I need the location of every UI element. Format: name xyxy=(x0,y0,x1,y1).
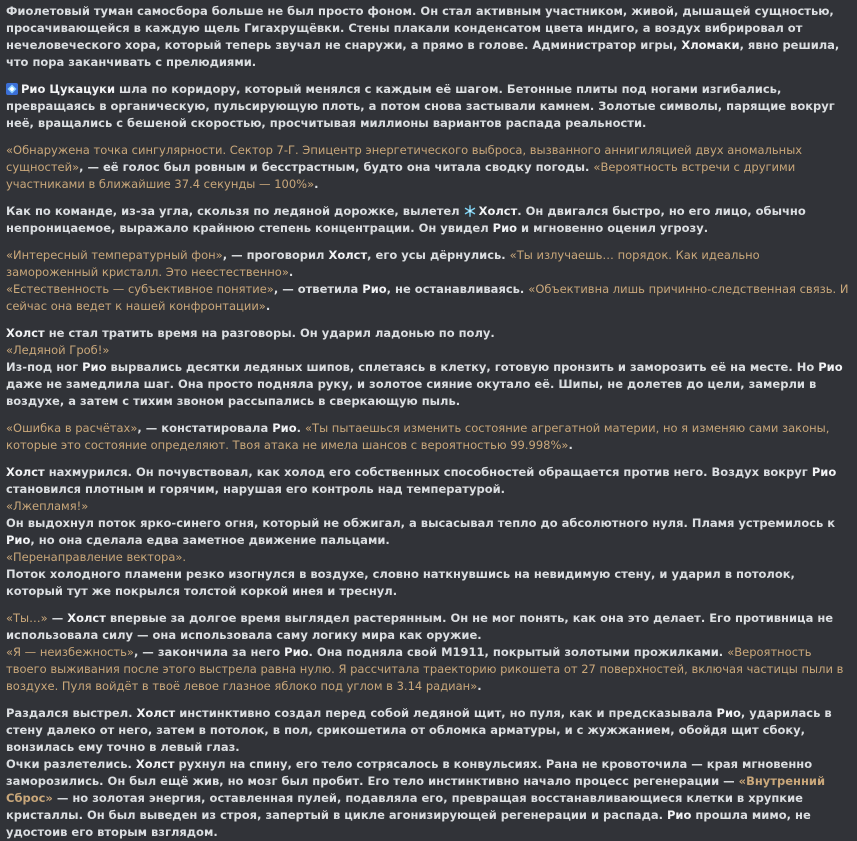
quote: «Вероятность встречи с другими участниками в ближайшие 37.4 секунды — 100%» xyxy=(6,160,796,191)
paragraph-rio-walk: Рио Цукацуки шла по коридору, который менялся с каждым её шагом. Бетонные плиты под ногами изгибались, превращаясь в органическую, пульсирующую плоть, а потом снова застывали камнем. Золотые символы, парящие вокруг неё, вращались с бешеной скоростью, просчитывая миллионы вариантов распада реальности. xyxy=(6,82,835,130)
quote: «Ледяной Гроб!» xyxy=(6,343,110,357)
character-name: Холст xyxy=(135,757,175,771)
quote: «Лжепламя!» xyxy=(6,499,89,513)
paragraph-holst-confused: «Ты…» — Холст впервые за долгое время выглядел растерянным. Он не мог понять, как она это делает. Его противница не использовала силу — она использовала саму логику мира как оружие. xyxy=(6,611,834,642)
paragraph-rio-calc: «Ошибка в расчётах», — констатировала Рио. «Ты пытаешься изменить состояние агрегатной материи, но я изменяю сами законы, которые это состояние определяют. Твоя атака не имела шансов с вероятностью 99.998%». xyxy=(6,421,830,452)
quote: «Обнаружена точка сингулярности. Сектор 7-Г. Эпицентр энергетического выброса, вызванного аннигиляцией двух аномальных сущностей» xyxy=(6,143,803,174)
character-name: Рио xyxy=(492,221,518,235)
paragraph-rio-inevitability: «Я — неизбежность», — закончила за него Рио. Она подняла свой M1911, покрытый золотыми прожилками. «Вероятность твоего выживания после этого выстрела равна нулю. Я рассчитала траекторию рикошета от 27 поверхностей, включая частицы пыли в воздухе. Пуля войдёт в твоё левое глазное яблоко под углом в 3.14 радиан». xyxy=(6,645,844,693)
blue-diamond-icon xyxy=(6,83,18,95)
character-name: Холст xyxy=(6,465,45,479)
character-name: Рио xyxy=(272,421,297,435)
character-name: Рио xyxy=(82,360,107,374)
character-name: Хломаки xyxy=(681,38,740,52)
paragraph-rio-speech: «Обнаружена точка сингулярности. Сектор 7-Г. Эпицентр энергетического выброса, вызванного аннигиляцией двух аномальных сущностей», — её голос был ровным и бесстрастным, будто она читала сводку погоды. «Вероятность встречи с другими участниками в ближайшие 37.4 секунды — 100%». xyxy=(6,143,803,191)
quote: «Объективна лишь причинно-следственная связь. И сейчас она ведет к нашей конфронтации» xyxy=(6,282,849,313)
quote: «Ты…» xyxy=(6,611,48,625)
character-name: Холст xyxy=(478,204,518,218)
paragraph-spell-ice-coffin xyxy=(6,342,849,359)
paragraph-holst-attack: Холст не стал тратить время на разговоры. Он ударил ладонью по полу. xyxy=(6,326,495,340)
paragraph-shot: Раздался выстрел. Холст инстинктивно создал перед собой ледяной щит, но пуля, как и предсказывала Рио, ударилась в стену далеко от него, затем в потолок, в пол, срикошетила от обломка арматуры, и с жужжанием, обойдя щит сбоку, вонзилась ему точно в левый глаз. xyxy=(6,706,832,754)
quote: «Интересный температурный фон» xyxy=(6,248,223,262)
quote: «Естественность — субъективное понятие» xyxy=(6,282,274,296)
character-name: Рио xyxy=(284,645,309,659)
quote: «Перенаправление вектора» xyxy=(6,550,183,564)
paragraph-ice-spikes: Из-под ног Рио вырвались десятки ледяных шипов, сплетаясь в клетку, готовую пронзить и заморозить её на месте. Но Рио даже не замедлила шаг. Она просто подняла руку, и золотое сияние окутало её. Шипы, не долетев до цели, замерли в воздухе, а затем с тихим звоном рассыпались в сверкающую пыль. xyxy=(6,360,843,408)
character-name: Рио xyxy=(6,533,31,547)
quote: «Ты пытаешься изменить состояние агрегатной материи, но я изменяю сами законы, которые это состояние определяют. Твоя атака не имела шансов с вероятностью 99.998%» xyxy=(6,421,830,452)
quote: «Ошибка в расчётах» xyxy=(6,421,138,435)
quote: «Вероятность твоего выживания после этого выстрела равна нулю. Я рассчитала траекторию рикошета от 27 поверхностей, включая частицы пыли в воздухе. Пуля войдёт в твоё левое глазное яблоко под углом в 3.14 радиан» xyxy=(6,645,844,693)
character-name: Холст xyxy=(6,326,45,340)
character-name: Рио Цукацуки xyxy=(21,82,116,96)
character-name: Холст xyxy=(136,706,176,720)
paragraph-aftermath: Очки разлетелись. Холст рухнул на спину, его тело сотрясалось в конвульсиях. Рана не кровоточила — края мгновенно заморозились. Он был ещё жив, но мозг был пробит. Его тело инстинктивно начало процесс регенерации — «Внутренний Сброс» — но золотая энергия, оставленная пулей, подавляла его, превращая восстанавливающиеся клетки в хрупкие кристаллы. Он был выведен из строя, запертый в цикле агонизирующей регенерации и распада. Рио прошла мимо, не удостоив его вторым взглядом. xyxy=(6,757,826,839)
character-name: Рио xyxy=(818,360,843,374)
quote: «Ты излучаешь… порядок. Как идеально замороженный кристалл. Это неестественно» xyxy=(6,248,760,279)
character-name: Рио xyxy=(667,808,692,822)
paragraph-intro: Фиолетовый туман самосбора больше не был просто фоном. Он стал активным участником, живой, дышащей сущностью, просачивающейся в каждую щель Гигахрущёвки. Стены плакали конденсатом цвета индиго, а воздух вибрировал от нечеловеческого хора, который теперь звучал не снаружи, а прямо в голове. Администратор игры, Хломаки, явно решила, что пора заканчивать с прелюдиями. xyxy=(6,4,840,69)
paragraph-blue-fire: Он выдохнул поток ярко-синего огня, который не обжигал, а высасывал тепло до абсолютного нуля. Пламя устремилось к Рио, но она сделала едва заметное движение пальцами. xyxy=(6,516,836,547)
paragraph-spell-false-flame xyxy=(6,498,849,515)
quote: «Внутренний Сброс» xyxy=(6,774,826,805)
character-name: Холст xyxy=(67,611,106,625)
paragraph-flame-deflect: Поток холодного пламени резко изогнулся в воздухе, словно наткнувшись на невидимую стену, и ударил в потолок, который тут же покрылся толстой коркой инея и треснул. xyxy=(6,567,795,598)
paragraph-holst-speech: «Интересный температурный фон», — проговорил Холст, его усы дёрнулись. «Ты излучаешь… порядок. Как идеально замороженный кристалл. Это неестественно». xyxy=(6,248,760,279)
paragraph-rio-reply: «Естественность — субъективное понятие», — ответила Рио, не останавливаясь. «Объективна лишь причинно-следственная связь. И сейчас она ведет к нашей конфронтации». xyxy=(6,282,849,313)
character-name: Рио xyxy=(716,706,741,720)
character-name: Рио xyxy=(362,282,387,296)
character-name: Холст xyxy=(328,248,368,262)
quote: «Я — неизбежность» xyxy=(6,645,134,659)
paragraph-holst-frowns: Холст нахмурился. Он почувствовал, как холод его собственных способностей обращается против него. Воздух вокруг Рио становился плотным и горячим, нарушая его контроль над температурой. xyxy=(6,465,837,496)
character-name: Рио xyxy=(811,465,837,479)
paragraph-holst-arrives: Как по команде, из-за угла, скользя по ледяной дорожке, вылетел Холст. Он двигался быстро, но его лицо, обычно непроницаемое, выражало крайнюю степень концентрации. Он увидел Рио и мгновенно оценил угрозу. xyxy=(6,204,806,235)
snowflake-icon xyxy=(464,205,476,217)
paragraph-spell-redirect: «Перенаправление вектора». xyxy=(6,550,187,564)
